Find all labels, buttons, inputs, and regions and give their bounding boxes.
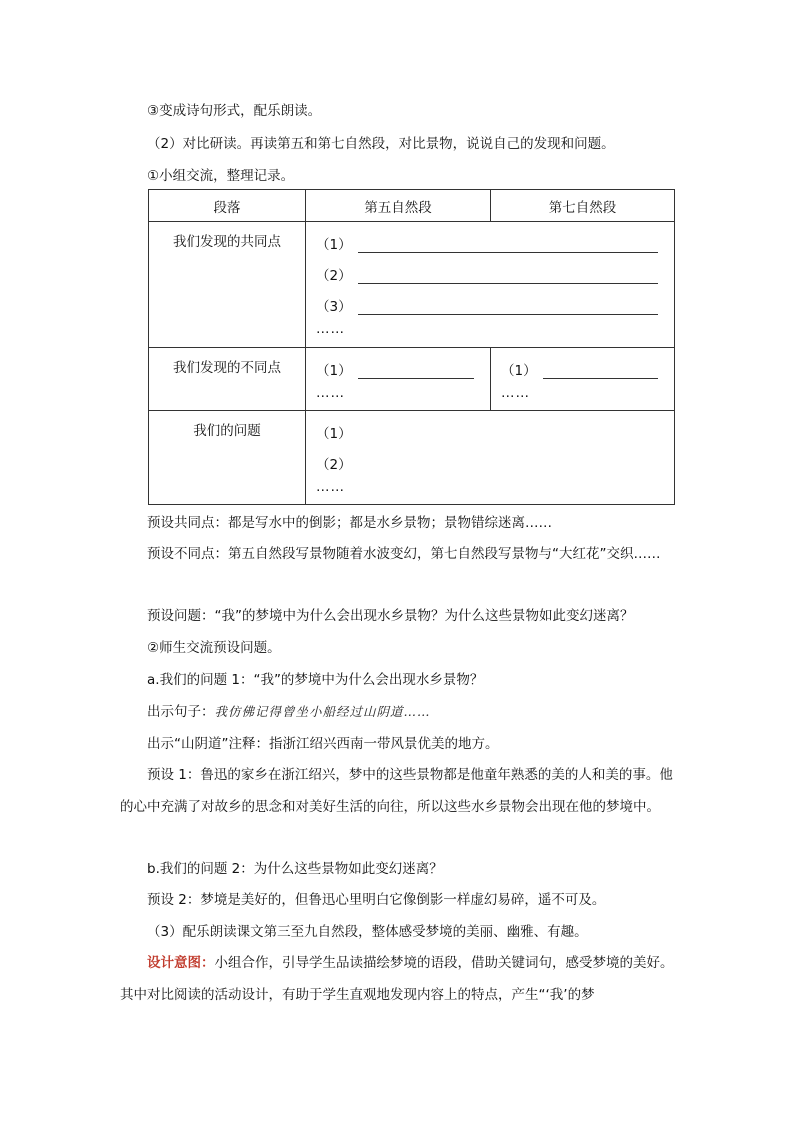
preset-common: 预设共同点：都是写水中的倒影；都是水乡景物；景物错综迷离…… — [147, 515, 552, 531]
common-entry — [306, 284, 674, 315]
different-entry — [306, 348, 490, 379]
entry-number: （1） — [501, 363, 537, 379]
blank-line — [358, 364, 474, 379]
ellipsis: …… — [501, 385, 530, 401]
preset-1: 预设 1：鲁迅的家乡在浙江绍兴，梦中的这些景物都是他童年熟悉的美的人和美的事。他的心中充满了对故乡的思念和对美好生活的向往，所以这些水乡景物会出现在他的梦境中。 — [120, 767, 673, 815]
show-sentence — [147, 702, 431, 722]
table-header-row — [149, 190, 675, 222]
step-3-line: ③变成诗句形式，配乐朗读。 — [147, 103, 322, 119]
show-sentence-prefix: 出示句子： — [147, 704, 215, 720]
table-row-common — [149, 222, 675, 348]
common-points-cell — [306, 222, 675, 348]
question-2: b.我们的问题 2：为什么这些景物如此变幻迷离？ — [147, 861, 443, 877]
different-fifth-cell — [306, 348, 491, 411]
blank-line — [358, 300, 658, 315]
entry-number: （2） — [316, 457, 352, 473]
preset-different: 预设不同点：第五自然段写景物随着水波变幻，第七自然段写景物与“大红花”交织…… — [147, 546, 661, 562]
entry-number: （1） — [316, 426, 352, 442]
entry-number: （1） — [316, 237, 352, 253]
different-entry — [491, 348, 674, 379]
blank-line — [543, 364, 658, 379]
entry-number: （3） — [316, 299, 352, 315]
preset-2: 预设 2：梦境是美好的，但鲁迅心里明白它像倒影一样虚幻易碎，遥不可及。 — [147, 892, 606, 908]
comparison-table — [148, 189, 675, 505]
table-row-different — [149, 348, 675, 411]
design-intent — [120, 947, 675, 1011]
questions-cell — [306, 411, 675, 505]
header-paragraph: 段落 — [149, 190, 306, 222]
step-3-reading: （3）配乐朗读课文第三至九自然段，整体感受梦境的美丽、幽雅、有趣。 — [147, 924, 588, 940]
ellipsis: …… — [316, 385, 345, 401]
design-intent-label: 设计意图： — [147, 955, 215, 971]
question-entry — [306, 411, 674, 442]
quoted-sentence: 我仿佛记得曾坐小船经过山阴道…… — [214, 704, 431, 719]
compare-study-heading: （2）对比研读。再读第五和第七自然段，对比景物，说说自己的发现和问题。 — [147, 136, 615, 152]
row-label-different: 我们发现的不同点 — [149, 348, 306, 411]
question-entry — [306, 442, 674, 473]
step-2-line: ②师生交流预设问题。 — [147, 640, 281, 656]
different-seventh-cell — [491, 348, 675, 411]
entry-number: （1） — [316, 363, 352, 379]
group-exchange-line: ①小组交流，整理记录。 — [147, 168, 295, 184]
question-1: a.我们的问题 1：“我”的梦境中为什么会出现水乡景物？ — [147, 672, 484, 688]
ellipsis: …… — [316, 321, 345, 337]
preset-question: 预设问题：“我”的梦境中为什么会出现水乡景物？为什么这些景物如此变幻迷离？ — [147, 608, 634, 624]
design-intent-text: 小组合作，引导学生品读描绘梦境的语段，借助关键词句，感受梦境的美好。其中对比阅读的活动设计，有助于学生直观地发现内容上的特点，产生“‘我’的梦 — [120, 955, 674, 1003]
annotation-line: 出示“山阴道”注释：指浙江绍兴西南一带风景优美的地方。 — [147, 736, 499, 752]
ellipsis: …… — [316, 479, 345, 495]
blank-line — [358, 269, 658, 284]
common-entry — [306, 253, 674, 284]
row-label-questions: 我们的问题 — [149, 411, 306, 505]
blank-line — [358, 238, 658, 253]
header-fifth-paragraph: 第五自然段 — [306, 190, 491, 222]
common-entry — [306, 222, 674, 253]
table-row-questions — [149, 411, 675, 505]
header-seventh-paragraph: 第七自然段 — [491, 190, 675, 222]
entry-number: （2） — [316, 268, 352, 284]
row-label-common: 我们发现的共同点 — [149, 222, 306, 348]
